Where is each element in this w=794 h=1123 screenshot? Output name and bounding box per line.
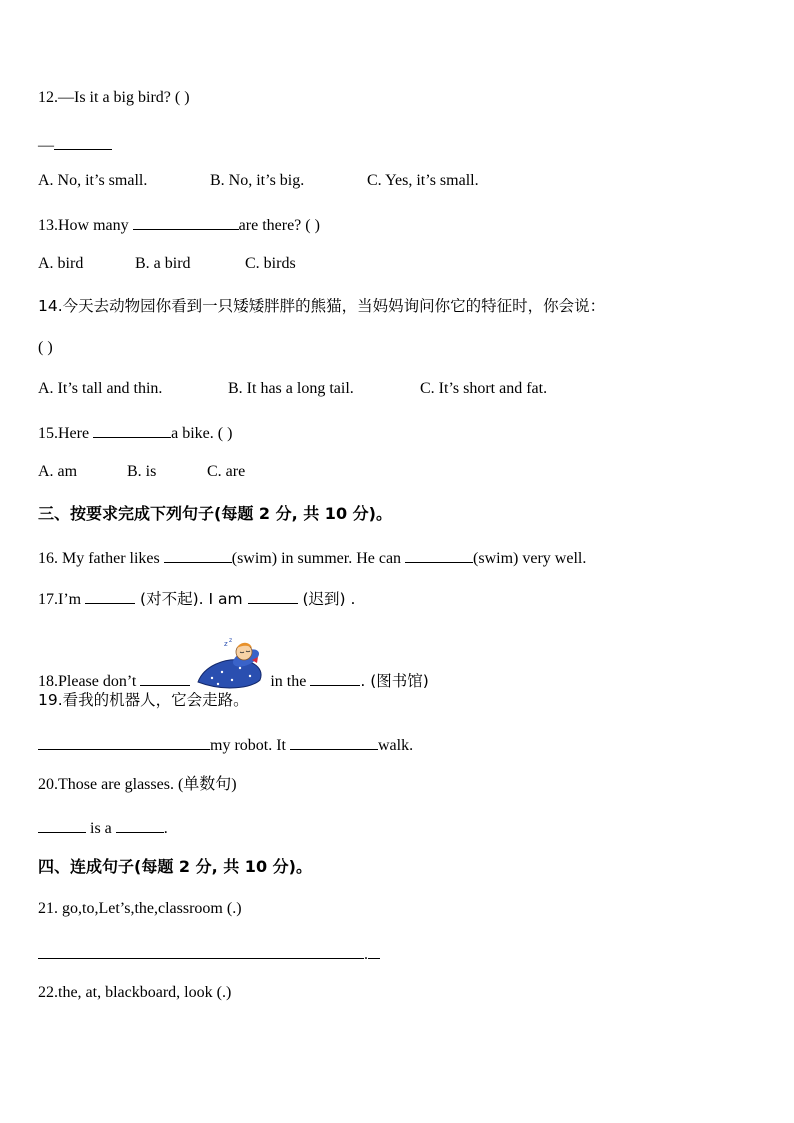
q16-part-1: 16. My father likes [38, 550, 164, 567]
q17-part-3: (迟到) . [297, 590, 356, 608]
q17-part-2: (对不起). I am [135, 590, 248, 608]
q14-option-b[interactable]: B. It has a long tail. [228, 380, 354, 397]
q20-stem [38, 775, 237, 795]
q16-blank-1[interactable] [164, 546, 232, 563]
q18-part-3: . (图书馆) [360, 672, 429, 690]
q14-options [38, 379, 547, 399]
q13-blank[interactable] [133, 213, 239, 230]
q13-prefix: 13.How many [38, 217, 133, 234]
q19-blank-1[interactable] [38, 733, 210, 750]
q19-blank-2[interactable] [290, 733, 378, 750]
q12-blank[interactable] [54, 133, 112, 150]
q21-answer [38, 942, 380, 965]
q19-stem: 19.看我的机器人，它会走路。 [38, 691, 249, 709]
q20-blank-2[interactable] [116, 816, 164, 833]
q20-part-2: . [163, 820, 168, 837]
q19-part-2: walk. [378, 737, 414, 754]
q15-option-b[interactable]: B. is [127, 463, 157, 480]
q12-stem: 12.—Is it a big bird? ( ) [38, 89, 190, 106]
sleeping-child-image [194, 636, 266, 694]
q18-part-1: 18.Please don’t [38, 673, 141, 690]
q20-text: 20.Those are glasses. (单数句) [38, 776, 237, 793]
q17-blank-1[interactable] [85, 587, 135, 604]
q14-option-a[interactable]: A. It’s tall and thin. [38, 380, 163, 397]
q20-blank-1[interactable] [38, 816, 86, 833]
q14-option-c[interactable]: C. It’s short and fat. [420, 380, 548, 397]
q17-blank-2[interactable] [248, 587, 298, 604]
q12-answer-line [38, 133, 112, 156]
q13-option-b[interactable]: B. a bird [135, 255, 191, 272]
section-4-title: 四、连成句子(每题 2 分, 共 10 分)。 [38, 857, 312, 876]
section-3-title: 三、按要求完成下列句子(每题 2 分, 共 10 分)。 [38, 504, 392, 523]
q13-option-a[interactable]: A. bird [38, 255, 84, 272]
q21-blank[interactable] [38, 942, 364, 959]
q20-part-1: is a [86, 820, 116, 837]
q15-prefix: 15.Here [38, 425, 94, 442]
q16-stem [38, 546, 586, 569]
q13-option-c[interactable]: C. birds [245, 255, 296, 272]
q21-stem: 21. go,to,Let’s,the,classroom (.) [38, 900, 242, 917]
q18-blank-2[interactable] [310, 669, 360, 686]
q12-dash: — [38, 137, 54, 154]
svg-text:z: z [224, 640, 229, 648]
q20-answer [38, 816, 168, 839]
q16-part-3: (swim) very well. [473, 550, 587, 567]
q15-blank[interactable] [93, 421, 171, 438]
q13-stem [38, 213, 320, 236]
q13-options [38, 254, 296, 274]
q22-stem: 22.the, at, blackboard, look (.) [38, 984, 232, 1001]
q17-stem [38, 587, 355, 610]
q14-stem: 14.今天去动物园你看到一只矮矮胖胖的熊猫，当妈妈询问你它的特征时，你会说： [38, 297, 606, 315]
q18-blank-1[interactable] [140, 669, 190, 686]
q21-period: . [364, 946, 368, 963]
q19-answer [38, 733, 413, 756]
q21-blank-tail [368, 942, 380, 959]
q15-suffix: a bike. ( ) [171, 425, 233, 442]
q15-options [38, 462, 245, 482]
q15-option-c[interactable]: C. are [207, 463, 246, 480]
q12-option-c[interactable]: C. Yes, it’s small. [367, 172, 479, 189]
q12-option-b[interactable]: B. No, it’s big. [210, 172, 305, 189]
q19-part-1: my robot. It [210, 737, 290, 754]
q12-options [38, 171, 479, 191]
q12-option-a[interactable]: A. No, it’s small. [38, 172, 148, 189]
q18-stem [38, 636, 429, 694]
svg-text:z: z [229, 637, 233, 644]
q18-part-2: in the [270, 673, 311, 690]
q16-part-2: (swim) in summer. He can [231, 550, 406, 567]
q17-part-1: 17.I’m [38, 591, 86, 608]
q15-option-a[interactable]: A. am [38, 463, 78, 480]
q15-stem [38, 421, 232, 444]
q14-paren[interactable]: ( ) [38, 339, 53, 356]
q16-blank-2[interactable] [405, 546, 473, 563]
q13-suffix: are there? ( ) [238, 217, 320, 234]
